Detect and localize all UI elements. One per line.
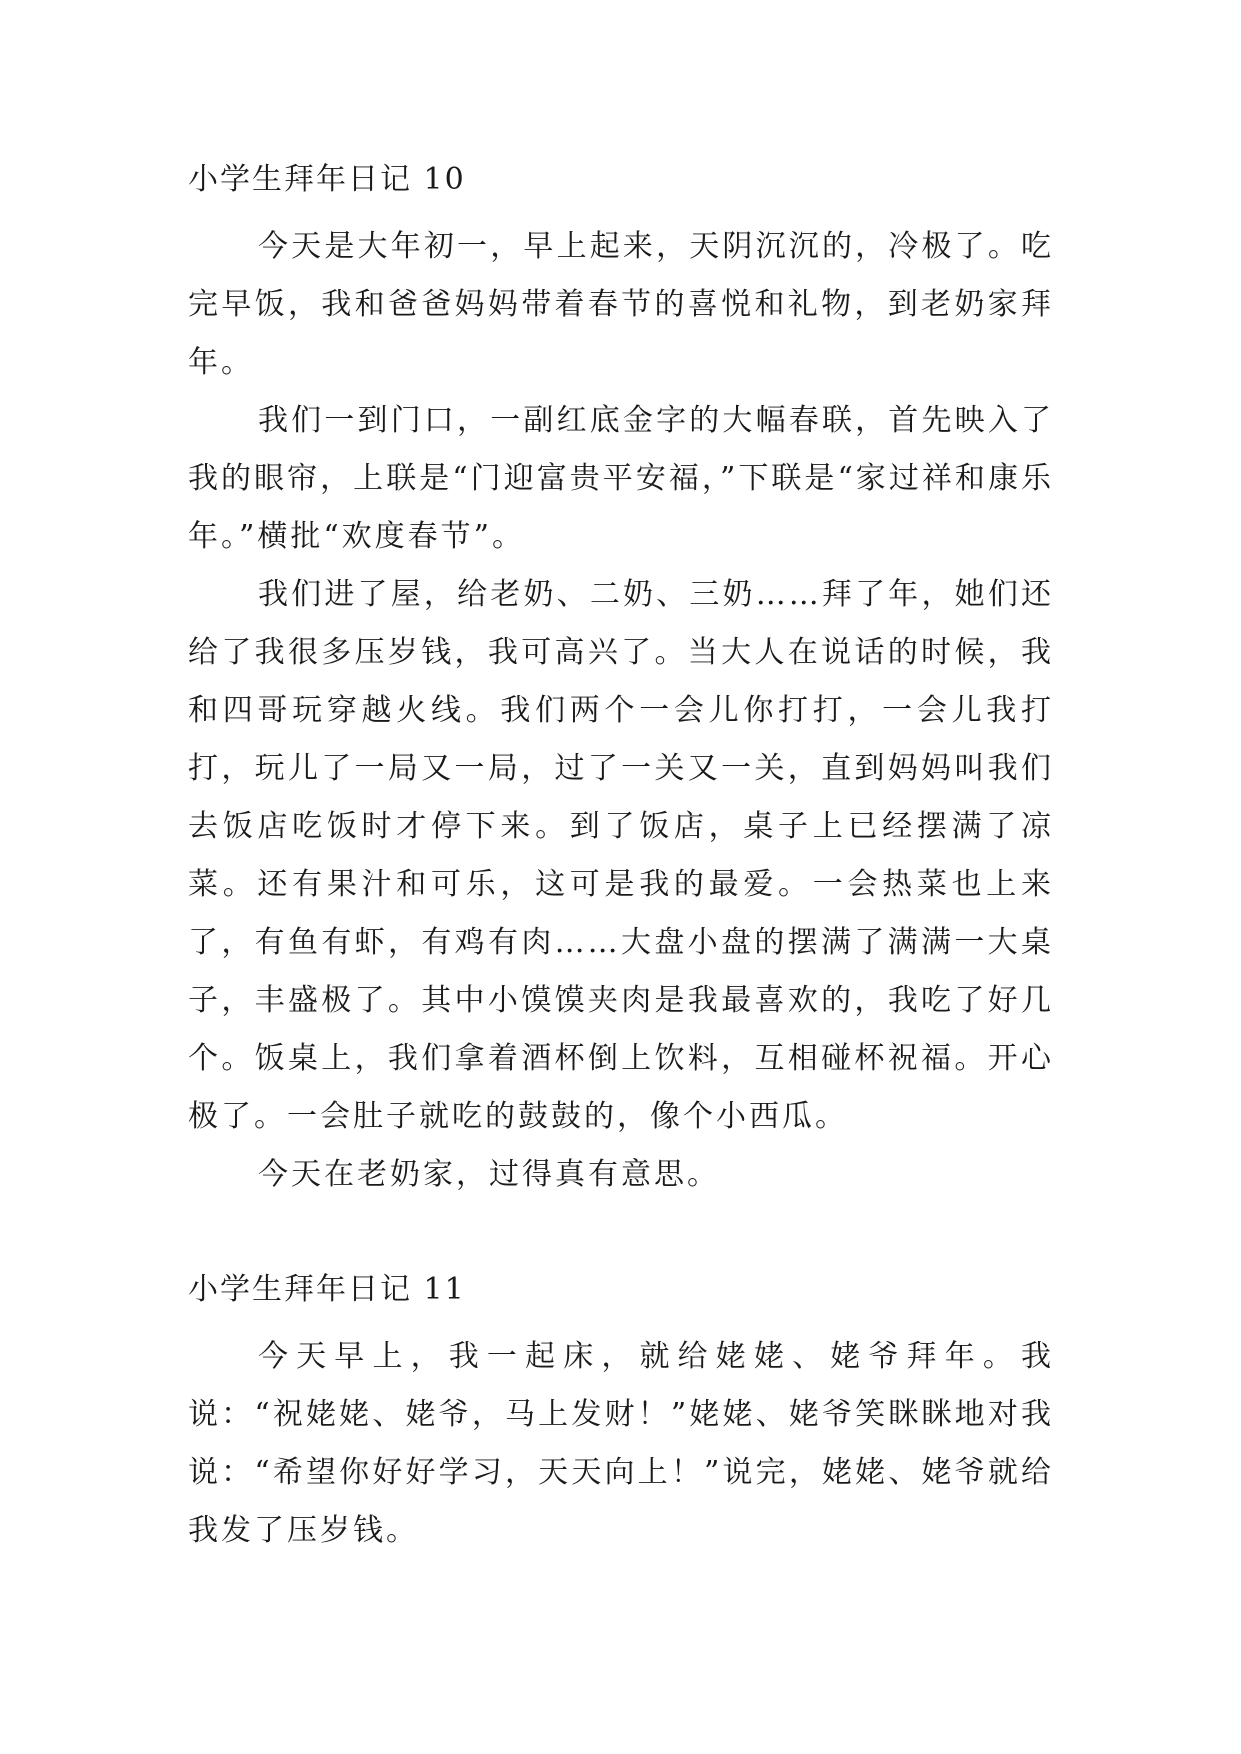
paragraph: 今天早上，我一起床，就给姥姥、姥爷拜年。我说：“祝姥姥、姥爷，马上发财！”姥姥、姥爷笑眯眯地对我说：“希望你好好学习，天天向上！”说完，姥姥、姥爷就给我发了压岁钱。 [188, 1339, 1054, 1548]
paragraph: 我们进了屋，给老奶、二奶、三奶……拜了年，她们还给了我很多压岁钱，我可高兴了。当大人在说话的时候，我和四哥玩穿越火线。我们两个一会儿你打打，一会儿我打打，玩儿了一局又一局，过了一关又一关，直到妈妈叫我们去饭店吃饭时才停下来。到了饭店，桌子上已经摆满了凉菜。还有果汁和可乐，这可是我的最爱。一会热菜也上来了，有鱼有虾，有鸡有肉……大盘小盘的摆满了满满一大桌子，丰盛极了。其中小馍馍夹肉是我最喜欢的，我吃了好几个。饭桌上，我们拿着酒杯倒上饮料，互相碰杯祝福。开心极了。一会肚子就吃的鼓鼓的，像个小西瓜。 [188, 577, 1054, 1134]
paragraph: 我们一到门口，一副红底金字的大幅春联，首先映入了我的眼帘，上联是“门迎富贵平安福，”下联是“家过祥和康乐年。”横批“欢度春节”。 [188, 403, 1054, 554]
paragraph: 今天是大年初一，早上起来，天阴沉沉的，冷极了。吃完早饭，我和爸爸妈妈带着春节的喜悦和礼物，到老奶家拜年。 [188, 229, 1054, 380]
paragraph: 今天在老奶家，过得真有意思。 [258, 1157, 720, 1192]
document-page [188, 160, 1054, 1560]
section-title: 小学生拜年日记 11 [188, 1272, 466, 1307]
diary-section-10 [188, 160, 1054, 1204]
diary-section-11 [188, 1270, 1054, 1560]
section-spacer [188, 1204, 1054, 1270]
section-title: 小学生拜年日记 10 [188, 162, 466, 197]
